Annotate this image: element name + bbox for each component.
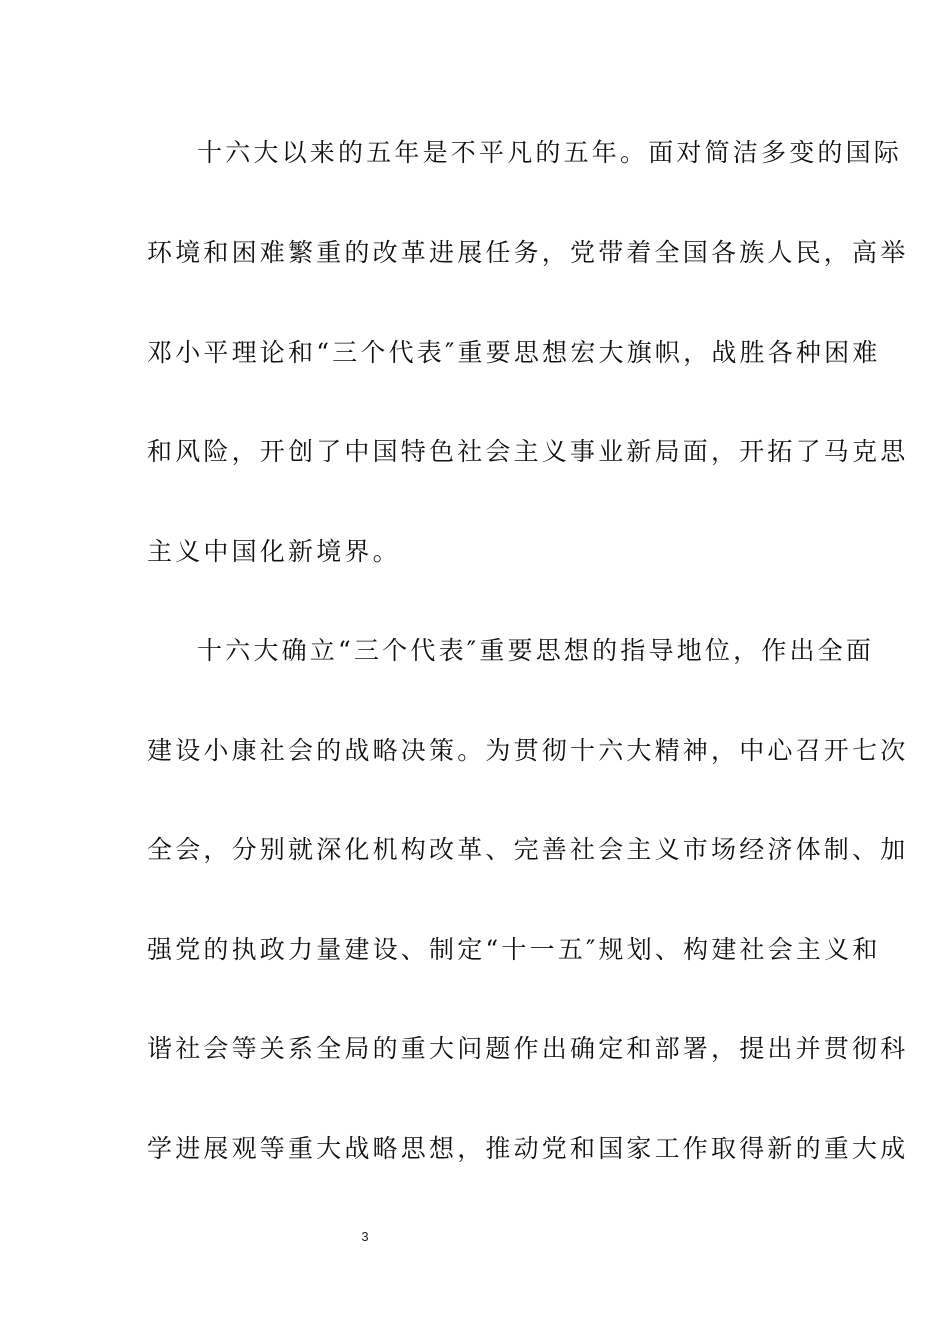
text-line: 十六大以来的五年是不平凡的五年。面对简洁多变的国际 — [197, 138, 903, 167]
text-line: 十六大确立“三个代表″重要思想的指导地位，作出全面 — [197, 636, 875, 665]
text-line: 环境和困难繁重的改革进展任务，党带着全国各族人民，高举 — [147, 238, 909, 267]
page-number: 3 — [361, 1229, 369, 1244]
text-line: 学进展观等重大战略思想，推动党和国家工作取得新的重大成 — [147, 1134, 909, 1163]
text-line: 和风险，开创了中国特色社会主义事业新局面，开拓了马克思 — [147, 437, 909, 466]
text-line: 全会，分别就深化机构改革、完善社会主义市场经济体制、加 — [147, 835, 909, 864]
text-line: 谐社会等关系全局的重大问题作出确定和部署，提出并贯彻科 — [147, 1034, 909, 1063]
text-line: 主义中国化新境界。 — [147, 537, 401, 566]
text-line: 建设小康社会的战略决策。为贯彻十六大精神，中心召开七次 — [147, 736, 909, 765]
text-line: 邓小平理论和“三个代表″重要思想宏大旗帜，战胜各种困难 — [147, 338, 881, 367]
text-line: 强党的执政力量建设、制定“十一五″规划、构建社会主义和 — [147, 935, 881, 964]
